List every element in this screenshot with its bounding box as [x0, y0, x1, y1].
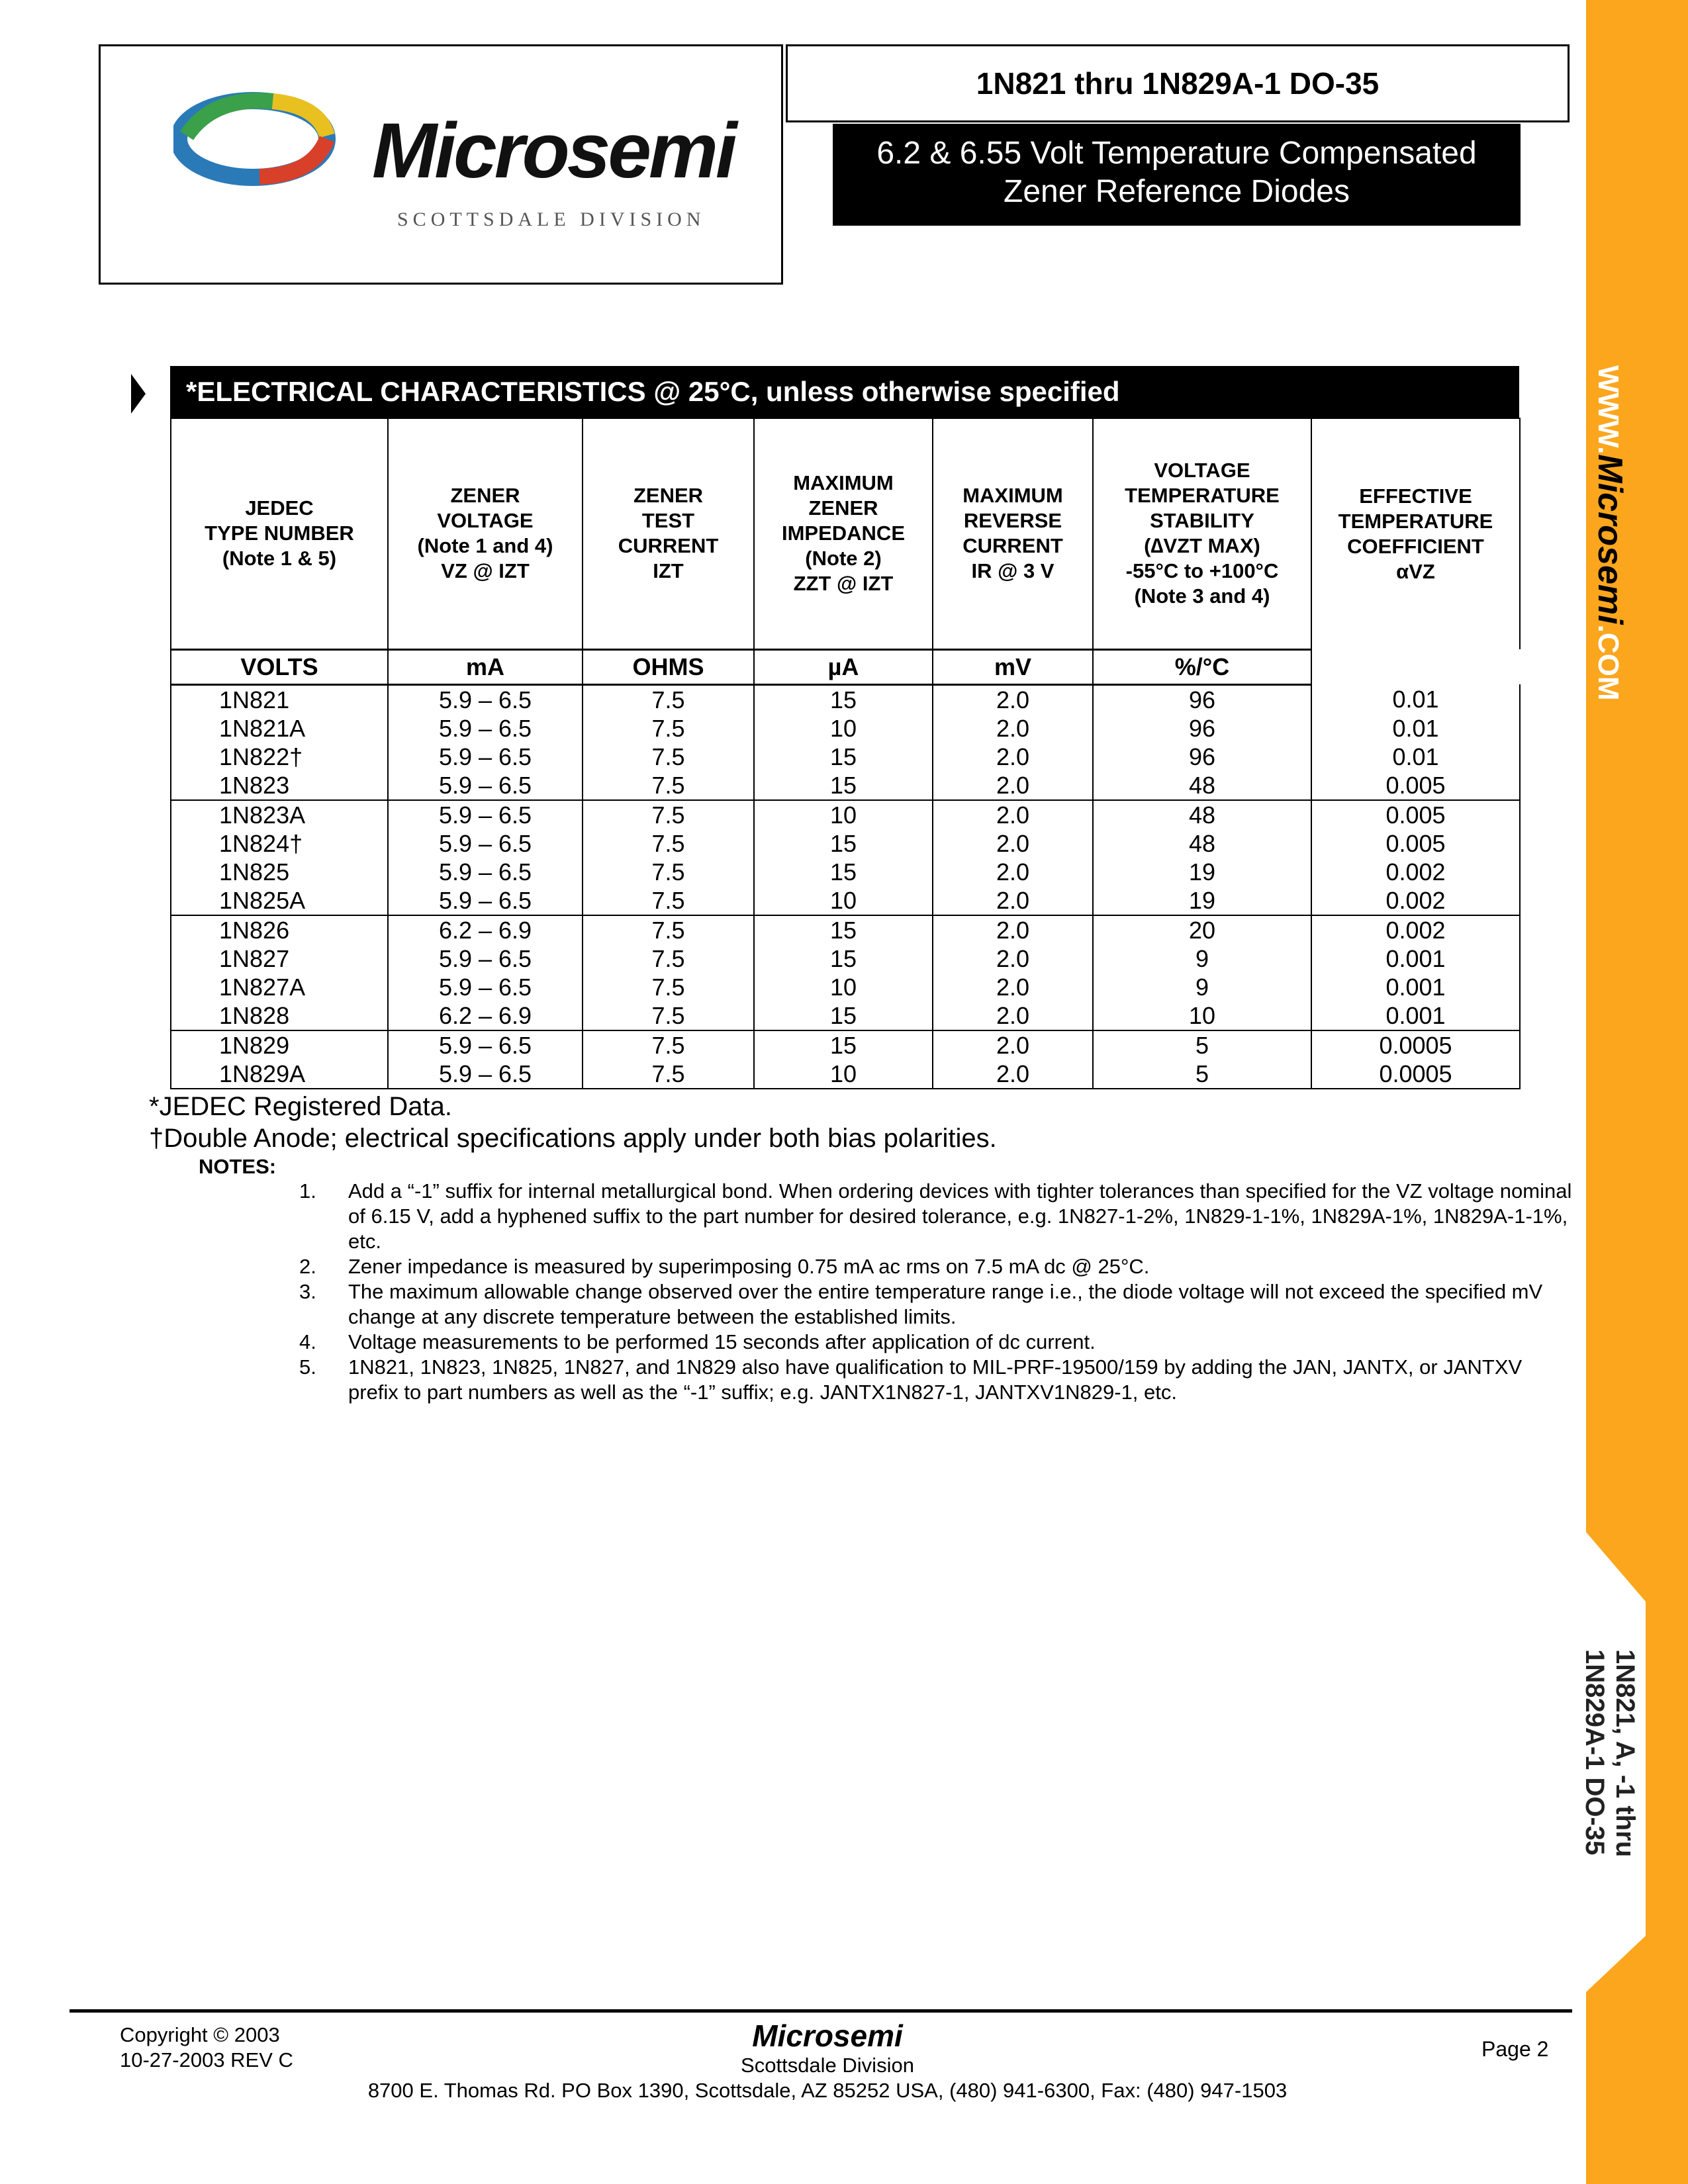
- footer-brand: Microsemi: [752, 2019, 903, 2053]
- type-number-cell: 1N824†: [171, 829, 388, 858]
- microsemi-logo-swoosh-icon: [173, 83, 379, 195]
- value-cell: 5.9 – 6.5: [388, 800, 583, 829]
- revision: 10-27-2003 REV C: [120, 2048, 293, 2071]
- note-number: 3.: [299, 1280, 316, 1303]
- value-cell: 15: [754, 1030, 933, 1060]
- jedec-footnote: *JEDEC Registered Data.: [149, 1092, 452, 1121]
- website-brand: Microsemi: [1591, 454, 1629, 625]
- column-header-line: CURRENT: [618, 534, 719, 558]
- value-cell: 10: [754, 800, 933, 829]
- value-cell: 7.5: [583, 743, 754, 771]
- document-subtitle: [833, 124, 1521, 226]
- note-number: 1.: [299, 1179, 316, 1203]
- value-cell: 5.9 – 6.5: [388, 829, 583, 858]
- value-cell: 20: [1093, 915, 1311, 944]
- column-header-line: IMPEDANCE: [781, 522, 905, 545]
- type-number-cell: 1N825: [171, 858, 388, 886]
- value-cell: 7.5: [583, 973, 754, 1001]
- value-cell: 5.9 – 6.5: [388, 714, 583, 743]
- copyright: Copyright © 2003: [120, 2023, 280, 2046]
- unit-cell: OHMS: [583, 649, 754, 684]
- table-row: [171, 829, 1520, 858]
- value-cell: 15: [754, 829, 933, 858]
- website-suffix: .COM: [1592, 624, 1624, 701]
- value-cell: 0.002: [1311, 886, 1520, 915]
- value-cell: 96: [1093, 743, 1311, 771]
- unit-cell: %/°C: [1093, 649, 1311, 684]
- column-header-line: REVERSE: [963, 509, 1062, 533]
- logo-text: Microsemi: [372, 107, 735, 195]
- double-anode-footnote: †Double Anode; electrical specifications apply under both bias polarities.: [149, 1124, 997, 1153]
- value-cell: 2.0: [933, 800, 1093, 829]
- table-row: [171, 973, 1520, 1001]
- value-cell: 2.0: [933, 771, 1093, 800]
- note-number: 2.: [299, 1255, 316, 1278]
- table-row: [171, 714, 1520, 743]
- type-number-cell: 1N825A: [171, 886, 388, 915]
- type-number-cell: 1N821: [171, 684, 388, 714]
- value-cell: 0.005: [1311, 771, 1520, 800]
- value-cell: 7.5: [583, 1060, 754, 1089]
- value-cell: 6.2 – 6.9: [388, 915, 583, 944]
- type-number-cell: 1N827: [171, 944, 388, 973]
- value-cell: 15: [754, 944, 933, 973]
- column-header: [583, 418, 754, 649]
- value-cell: 9: [1093, 973, 1311, 1001]
- value-cell: 2.0: [933, 714, 1093, 743]
- page-number: Page 2: [1481, 2037, 1549, 2061]
- type-number-cell: 1N823: [171, 771, 388, 800]
- subtitle-line1: 6.2 & 6.55 Volt Temperature Compensated: [876, 136, 1477, 171]
- column-header-line: CURRENT: [962, 534, 1063, 558]
- column-header-line: TEMPERATURE: [1125, 484, 1280, 508]
- note-text: Voltage measurements to be performed 15 seconds after application of dc current.: [348, 1330, 1096, 1353]
- table-row: [171, 858, 1520, 886]
- column-header-line: (Note 1 and 4): [417, 534, 553, 558]
- value-cell: 10: [754, 1060, 933, 1089]
- unit-cell: VOLTS: [171, 649, 388, 684]
- value-cell: 15: [754, 771, 933, 800]
- notes-heading: NOTES:: [199, 1155, 277, 1178]
- section-marker-icon: [131, 374, 146, 414]
- column-header-line: ZZT @ IZT: [793, 572, 894, 596]
- value-cell: 7.5: [583, 886, 754, 915]
- value-cell: 2.0: [933, 973, 1093, 1001]
- value-cell: 6.2 – 6.9: [388, 1001, 583, 1030]
- table-row: [171, 886, 1520, 915]
- value-cell: 10: [754, 714, 933, 743]
- column-header-line: TYPE NUMBER: [205, 522, 354, 545]
- footer-address: 8700 E. Thomas Rd. PO Box 1390, Scottsdale, AZ 85252 USA, (480) 941-6300, Fax: (480) 947-1503: [367, 2079, 1288, 2102]
- column-header-line: (Note 1 & 5): [222, 547, 337, 570]
- column-header-line: MAXIMUM: [962, 484, 1063, 508]
- value-cell: 7.5: [583, 1001, 754, 1030]
- value-cell: 2.0: [933, 915, 1093, 944]
- table-row: [171, 771, 1520, 800]
- logo-box: [99, 44, 783, 285]
- value-cell: 19: [1093, 886, 1311, 915]
- column-header-line: VOLTAGE: [1154, 459, 1250, 482]
- column-header-line: ZENER: [633, 484, 704, 508]
- note-text: 1N821, 1N823, 1N825, 1N827, and 1N829 also have qualification to MIL-PRF-19500/159 by adding the JAN, JANTX, or JANTXV prefix to part numbers as well as the “-1” suffix; e.g. JANTX1N827-1, JANTXV1N829-1, etc.: [348, 1355, 1523, 1404]
- column-header: [1311, 418, 1520, 649]
- type-number-cell: 1N822†: [171, 743, 388, 771]
- column-header-line: STABILITY: [1150, 509, 1254, 533]
- subtitle-line2: Zener Reference Diodes: [1004, 174, 1350, 209]
- value-cell: 5: [1093, 1060, 1311, 1089]
- note-text: The maximum allowable change observed over the entire temperature range i.e., the diode voltage will not exceed the specified mV change at any discrete temperature between the established limits.: [348, 1280, 1543, 1328]
- column-header-line: (Note 2): [805, 547, 882, 570]
- table-title: *ELECTRICAL CHARACTERISTICS @ 25°C, unless otherwise specified: [170, 366, 1519, 418]
- value-cell: 96: [1093, 714, 1311, 743]
- value-cell: 0.002: [1311, 915, 1520, 944]
- table-row: [171, 743, 1520, 771]
- value-cell: 5.9 – 6.5: [388, 1030, 583, 1060]
- type-number-cell: 1N828: [171, 1001, 388, 1030]
- type-number-cell: 1N829: [171, 1030, 388, 1060]
- footer-divider: [70, 2009, 1572, 2013]
- column-header-line: JEDEC: [245, 496, 314, 520]
- unit-cell: mV: [933, 649, 1093, 684]
- value-cell: 2.0: [933, 1001, 1093, 1030]
- part-range-title: 1N821 thru 1N829A-1 DO-35: [786, 44, 1570, 122]
- table-row: [171, 1060, 1520, 1089]
- value-cell: 2.0: [933, 944, 1093, 973]
- column-header-line: ZENER: [808, 496, 878, 520]
- column-header-line: MAXIMUM: [793, 471, 894, 495]
- value-cell: 15: [754, 915, 933, 944]
- value-cell: 0.001: [1311, 944, 1520, 973]
- value-cell: 48: [1093, 829, 1311, 858]
- value-cell: 10: [754, 973, 933, 1001]
- value-cell: 0.0005: [1311, 1060, 1520, 1089]
- note-number: 5.: [299, 1355, 316, 1379]
- note-number: 4.: [299, 1330, 316, 1353]
- column-header-line: VOLTAGE: [437, 509, 534, 533]
- note-text: Add a “-1” suffix for internal metallurgical bond. When ordering devices with tighter tolerances than specified for the VZ voltage nominal of 6.15 V, add a hyphened suffix to the part number for desired tolerance, e.g. 1N827-1-2%, 1N829-1-1%, 1N829A-1%, 1N829A-1-1%, etc.: [348, 1179, 1572, 1253]
- value-cell: 5.9 – 6.5: [388, 684, 583, 714]
- column-header-line: (∆VZT MAX): [1144, 534, 1260, 558]
- value-cell: 7.5: [583, 944, 754, 973]
- unit-cell: µA: [754, 649, 933, 684]
- value-cell: 7.5: [583, 829, 754, 858]
- value-cell: 2.0: [933, 743, 1093, 771]
- value-cell: 5.9 – 6.5: [388, 944, 583, 973]
- column-header-line: ZENER: [450, 484, 520, 508]
- unit-cell: mA: [388, 649, 583, 684]
- type-number-cell: 1N821A: [171, 714, 388, 743]
- footer-center: [0, 2019, 1655, 2103]
- value-cell: 5.9 – 6.5: [388, 973, 583, 1001]
- value-cell: 0.01: [1311, 714, 1520, 743]
- value-cell: 0.001: [1311, 973, 1520, 1001]
- side-part-line2: 1N829A-1 DO-35: [1580, 1649, 1609, 1856]
- footer-division: Scottsdale Division: [741, 2054, 914, 2077]
- table-row: [171, 684, 1520, 714]
- table-row: [171, 800, 1520, 829]
- value-cell: 7.5: [583, 684, 754, 714]
- value-cell: 0.005: [1311, 829, 1520, 858]
- value-cell: 2.0: [933, 858, 1093, 886]
- table-row: [171, 915, 1520, 944]
- column-header-line: -55°C to +100°C: [1125, 559, 1279, 583]
- value-cell: 48: [1093, 771, 1311, 800]
- value-cell: 10: [1093, 1001, 1311, 1030]
- type-number-cell: 1N826: [171, 915, 388, 944]
- value-cell: 0.005: [1311, 800, 1520, 829]
- column-header: [171, 418, 388, 649]
- column-header-line: VZ @ IZT: [441, 559, 530, 583]
- column-header: [933, 418, 1093, 649]
- column-header-line: αVZ: [1396, 560, 1435, 583]
- side-part-label: [1579, 1649, 1640, 1857]
- value-cell: 0.01: [1311, 684, 1520, 714]
- value-cell: 0.002: [1311, 858, 1520, 886]
- column-header-line: (Note 3 and 4): [1134, 584, 1270, 608]
- value-cell: 5.9 – 6.5: [388, 743, 583, 771]
- side-part-line1: 1N821, A, -1 thru: [1611, 1649, 1640, 1858]
- value-cell: 2.0: [933, 886, 1093, 915]
- value-cell: 0.01: [1311, 743, 1520, 771]
- table-row: [171, 1030, 1520, 1060]
- value-cell: 7.5: [583, 915, 754, 944]
- type-number-cell: 1N829A: [171, 1060, 388, 1089]
- value-cell: 7.5: [583, 800, 754, 829]
- value-cell: 2.0: [933, 829, 1093, 858]
- value-cell: 7.5: [583, 771, 754, 800]
- column-header-line: TEMPERATURE: [1338, 510, 1493, 533]
- type-number-cell: 1N823A: [171, 800, 388, 829]
- value-cell: 7.5: [583, 858, 754, 886]
- units-row: [171, 649, 1520, 684]
- value-cell: 5.9 – 6.5: [388, 858, 583, 886]
- value-cell: 2.0: [933, 684, 1093, 714]
- column-headers: [171, 418, 1520, 649]
- value-cell: 48: [1093, 800, 1311, 829]
- value-cell: 15: [754, 1001, 933, 1030]
- footnotes: [149, 1091, 997, 1154]
- value-cell: 96: [1093, 684, 1311, 714]
- division-label: SCOTTSDALE DIVISION: [397, 208, 706, 230]
- value-cell: 2.0: [933, 1060, 1093, 1089]
- website-prefix: WWW.: [1592, 365, 1624, 455]
- value-cell: 10: [754, 886, 933, 915]
- value-cell: 15: [754, 743, 933, 771]
- value-cell: 7.5: [583, 1030, 754, 1060]
- column-header-line: TEST: [641, 509, 695, 533]
- note-text: Zener impedance is measured by superimposing 0.75 mA ac rms on 7.5 mA dc @ 25°C.: [348, 1255, 1150, 1278]
- value-cell: 5.9 – 6.5: [388, 1060, 583, 1089]
- column-header-line: IR @ 3 V: [971, 559, 1055, 583]
- value-cell: 5: [1093, 1030, 1311, 1060]
- table-row: [171, 1001, 1520, 1030]
- column-header: [754, 418, 933, 649]
- value-cell: 2.0: [933, 1030, 1093, 1060]
- value-cell: 5.9 – 6.5: [388, 886, 583, 915]
- column-header: [388, 418, 583, 649]
- value-cell: 0.001: [1311, 1001, 1520, 1030]
- column-header-line: IZT: [653, 559, 684, 583]
- value-cell: 19: [1093, 858, 1311, 886]
- value-cell: 0.0005: [1311, 1030, 1520, 1060]
- value-cell: 7.5: [583, 714, 754, 743]
- value-cell: 15: [754, 858, 933, 886]
- column-header-line: EFFECTIVE: [1359, 484, 1472, 508]
- table-row: [171, 944, 1520, 973]
- value-cell: 15: [754, 684, 933, 714]
- column-header-line: COEFFICIENT: [1347, 535, 1484, 558]
- value-cell: 9: [1093, 944, 1311, 973]
- electrical-characteristics-table: [170, 366, 1519, 1089]
- value-cell: 5.9 – 6.5: [388, 771, 583, 800]
- website-vertical: [1590, 365, 1630, 701]
- type-number-cell: 1N827A: [171, 973, 388, 1001]
- column-header: [1093, 418, 1311, 649]
